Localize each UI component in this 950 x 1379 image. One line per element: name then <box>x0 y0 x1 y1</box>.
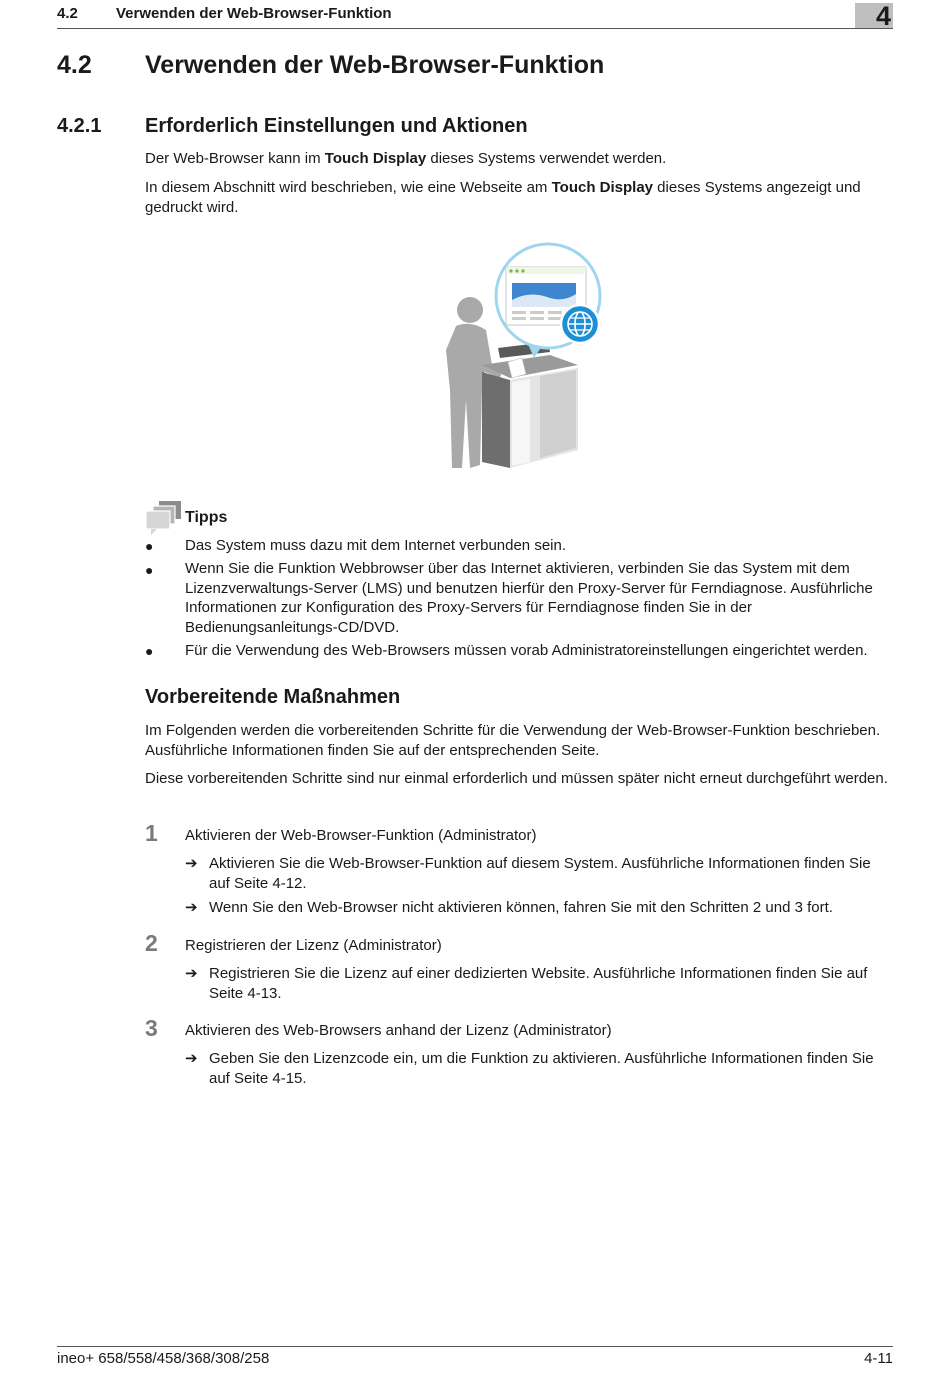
page-title-number: 4.2 <box>57 51 92 79</box>
header-divider <box>57 28 893 29</box>
intro-p2-text-c: dieses Systems angezeigt und gedruckt wird. <box>145 179 861 216</box>
footer-page-number: 4-11 <box>864 1350 893 1367</box>
step-text-3: Aktivieren des Web-Browsers anhand der Lizenz (Administrator) <box>185 1022 612 1039</box>
intro-paragraph-2 <box>145 178 895 217</box>
step-number-3: 3 <box>145 1015 158 1041</box>
subsection-number: 4.2.1 <box>57 115 102 137</box>
mfp-device <box>482 342 578 468</box>
tips-icon <box>145 500 183 536</box>
header-section-title: Verwenden der Web-Browser-Funktion <box>116 5 392 22</box>
intro-p1-bold: Touch Display <box>324 150 427 167</box>
globe-icon <box>561 305 599 343</box>
footer-model: ineo+ 658/558/458/368/308/258 <box>57 1350 270 1367</box>
step-2-substep-1: Registrieren Sie die Lizenz auf einer dedizierten Website. Ausführliche Informationen finden Sie auf Seite 4-13. <box>209 965 868 1002</box>
step-3-arrow-1: ➔ <box>185 1050 198 1067</box>
step-1-substep-2: Wenn Sie den Web-Browser nicht aktivieren können, fahren Sie mit den Schritten 2 und 3 fort. <box>209 899 833 916</box>
intro-p2-bold: Touch Display <box>551 179 654 196</box>
step-number-2: 2 <box>145 930 158 956</box>
step-1-substep-1: Aktivieren Sie die Web-Browser-Funktion auf diesem System. Ausführliche Informationen finden Sie auf Seite 4-12. <box>209 855 871 892</box>
header-section-number: 4.2 <box>57 5 78 22</box>
step-text-1: Aktivieren der Web-Browser-Funktion (Administrator) <box>185 827 537 844</box>
intro-p2-text-a: In diesem Abschnitt wird beschrieben, wie eine Webseite am <box>145 179 552 196</box>
step-number-1: 1 <box>145 820 158 846</box>
tips-bullet-1: ● <box>145 538 154 554</box>
tips-label: Tipps <box>185 509 228 526</box>
tips-bullet-2: ● <box>145 562 154 578</box>
step-text-2: Registrieren der Lizenz (Administrator) <box>185 937 442 954</box>
tips-bullet-3: ● <box>145 643 154 659</box>
intro-p1-text-c: dieses Systems verwendet werden. <box>426 150 667 167</box>
step-3-substep-1: Geben Sie den Lizenzcode ein, um die Funktion zu aktivieren. Ausführliche Informationen finden Sie auf Seite 4-15. <box>209 1050 874 1087</box>
chapter-number: 4 <box>875 1 891 31</box>
step-2-arrow-1: ➔ <box>185 965 198 982</box>
web-browser-illustration <box>430 240 620 475</box>
tips-item-3: Für die Verwendung des Web-Browsers müssen vorab Administratoreinstellungen eingerichtet werden. <box>185 642 868 659</box>
tips-item-1: Das System muss dazu mit dem Internet verbunden sein. <box>185 537 567 554</box>
tips-item-2: Wenn Sie die Funktion Webbrowser über das Internet aktivieren, verbinden Sie das System mit dem Lizenzverwaltungs-Server (LMS) und benutzen hierfür den Proxy-Server für Ferndiagnose. Ausführliche Informationen zur Konfiguration des Proxy-Servers für Ferndiagnose finden Sie in der Bedienungsanleitungs-CD/DVD. <box>185 560 873 636</box>
prep-heading: Vorbereitende Maßnahmen <box>145 686 401 708</box>
subsection-title: Erforderlich Einstellungen und Aktionen <box>145 115 528 137</box>
page-title: Verwenden der Web-Browser-Funktion <box>145 51 605 79</box>
footer-divider <box>57 1346 893 1347</box>
prep-paragraph-2: Diese vorbereitenden Schritte sind nur einmal erforderlich und müssen später nicht erneut durchgeführt werden. <box>145 770 888 787</box>
prep-paragraph-1: Im Folgenden werden die vorbereitenden Schritte für die Verwendung der Web-Browser-Funktion beschrieben. Ausführliche Informationen finden Sie auf der entsprechenden Seite. <box>145 722 881 759</box>
step-1-arrow-2: ➔ <box>185 899 198 916</box>
intro-paragraph-1 <box>145 149 895 169</box>
step-1-arrow-1: ➔ <box>185 855 198 872</box>
intro-p1-text-a: Der Web-Browser kann im <box>145 150 325 167</box>
